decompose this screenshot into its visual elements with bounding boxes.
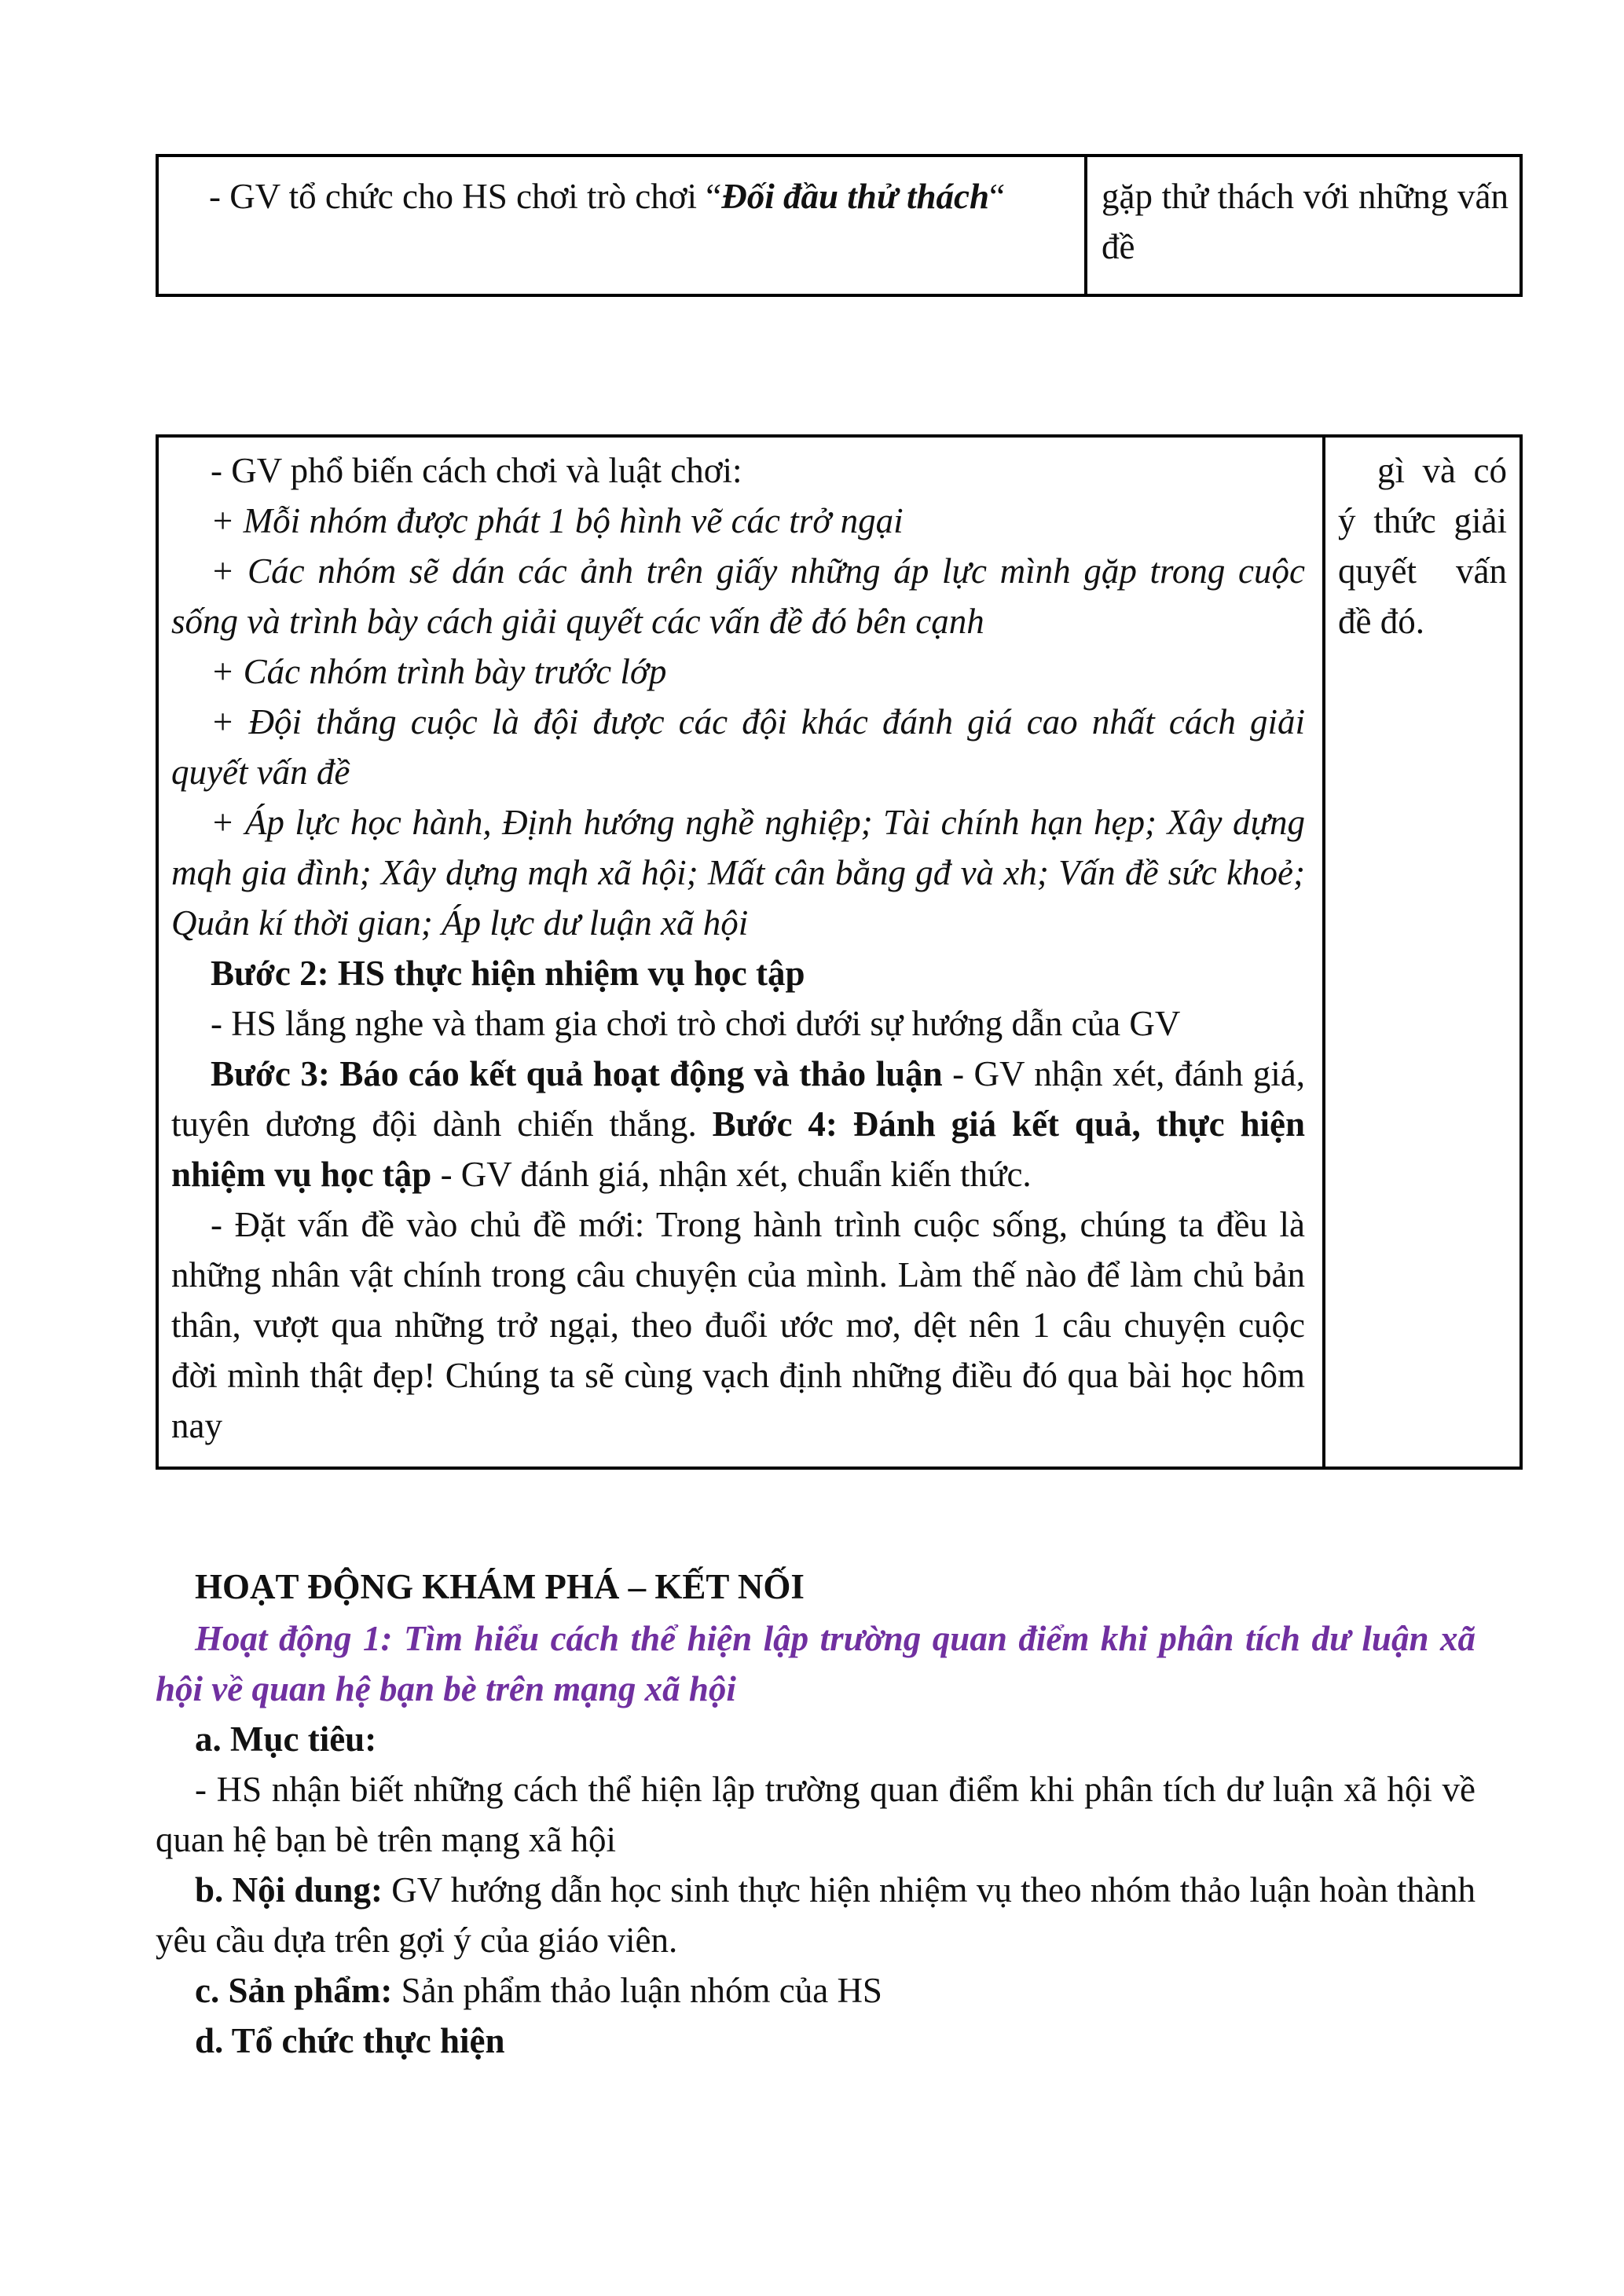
table2-right-text: gì và có ý thức giải quyết vấn đề đó. [1338,451,1507,641]
product-paragraph [156,1965,1476,2016]
step4-text: - GV đánh giá, nhận xét, chuẩn kiến thức. [431,1155,1032,1194]
rule-item: + Đội thắng cuộc là đội được các đội khác đánh giá cao nhất cách giải quyết vấn đề [171,702,1305,792]
rule-item: + Các nhóm trình bày trước lớp [211,652,667,691]
game-name: Đối đầu thử thách [721,177,990,216]
step3-title: Bước 3: Báo cáo kết quả hoạt động và thảo luận [211,1054,943,1093]
content-paragraph [156,1865,1476,1965]
section-heading: HOẠT ĐỘNG KHÁM PHÁ – KẾT NỐI [195,1567,805,1606]
conclusion-text: - Đặt vấn đề vào chủ đề mới: Trong hành trình cuộc sống, chúng ta đều là những nhân vật chính trong câu chuyện của mình. Làm thế nào để làm chủ bản thân, vượt qua những trở ngại, theo đuổi ước mơ, dệt nên 1 câu chuyện cuộc đời mình thật đẹp! Chúng ta sẽ cùng vạch định những điều đó qua bài học hôm nay [171,1205,1305,1445]
activity-table-main [156,434,1523,1470]
content-text: GV hướng dẫn học sinh thực hiện nhiệm vụ theo nhóm thảo luận hoàn thành yêu cầu dựa trên gợi ý của giáo viên. [156,1870,1476,1960]
rule-item: + Áp lực học hành, Định hướng nghề nghiệp; Tài chính hạn hẹp; Xây dựng mqh gia đình; Xây dựng mqh xã hội; Mất cân bằng gđ và xh; Vấn đề sức khoẻ; Quản kí thời gian; Áp lực dư luận xã hội [171,803,1305,943]
rule-item: + Mỗi nhóm được phát 1 bộ hình vẽ các trở ngại [211,501,904,540]
content-label: b. Nội dung: [195,1870,383,1910]
activity-table-top [156,154,1523,297]
rules-intro: - GV phổ biến cách chơi và luật chơi: [211,451,742,490]
explore-section [156,1562,1476,2066]
goal-label: a. Mục tiêu: [195,1719,377,1759]
game-intro: - GV tổ chức cho HS chơi trò chơi “Đối đầu thử thách“ [209,177,1006,216]
activity-title: Hoạt động 1: Tìm hiểu cách thể hiện lập trường quan điểm khi phân tích dư luận xã hội về quan hệ bạn bè trên mạng xã hội [156,1619,1476,1708]
table1-right-text: gặp thử thách với những vấn đề [1102,177,1509,266]
step2-title: Bước 2: HS thực hiện nhiệm vụ học tập [211,954,805,993]
step2-text: - HS lắng nghe và tham gia chơi trò chơi dưới sự hướng dẫn của GV [211,1004,1181,1043]
step3-text: - GV nhận xét, đánh giá, tuyên dương đội dành chiến thắng. [171,1054,1305,1144]
table1-left-cell [157,156,1086,295]
step3-step4-paragraph [171,1049,1305,1199]
goal-text: - HS nhận biết những cách thể hiện lập trường quan điểm khi phân tích dư luận xã hội về quan hệ bạn bè trên mạng xã hội [156,1770,1476,1859]
product-text: Sản phẩm thảo luận nhóm của HS [392,1971,882,2010]
product-label: c. Sản phẩm: [195,1971,393,2010]
table1-right-cell [1086,156,1521,295]
rule-item: + Các nhóm sẽ dán các ảnh trên giấy những áp lực mình gặp trong cuộc sống và trình bày cách giải quyết các vấn đề đó bên cạnh [171,551,1305,641]
organization-label: d. Tổ chức thực hiện [195,2021,505,2060]
step4-title: Bước 4: Đánh giá kết quả, thực hiện nhiệm vụ học tập [171,1104,1306,1194]
table2-right-cell [1324,436,1521,1468]
table2-left-cell [157,436,1324,1468]
